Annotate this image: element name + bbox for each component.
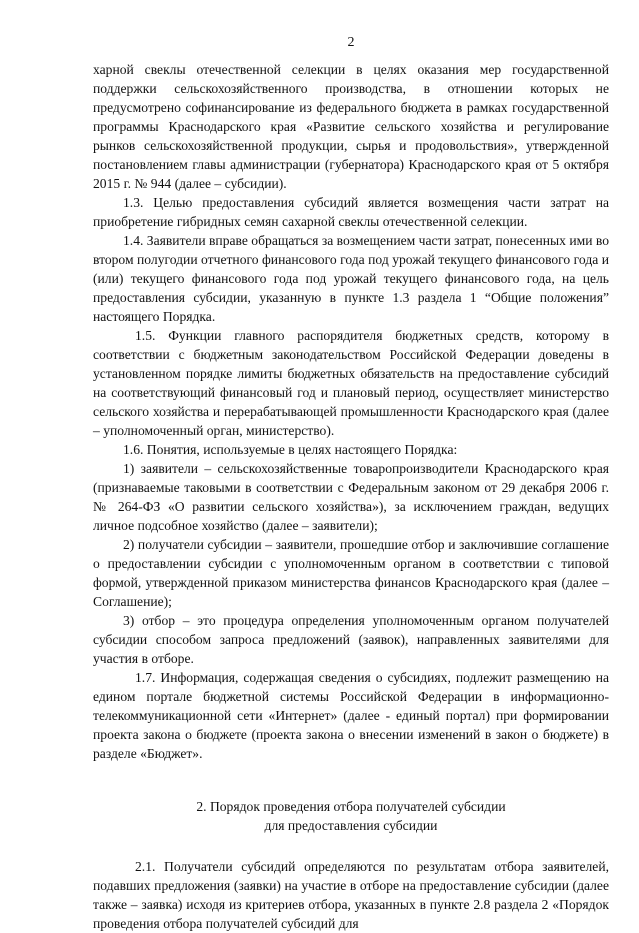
paragraph-1-6-item-2: 2) получатели субсидии – заявители, прошедшие отбор и заключившие соглашение о предоставлении субсидии с уполномоченным органом в соответствии с типовой формой, утвержденной приказом министерства финансов Краснодарского края (далее – Соглашение); (93, 537, 609, 609)
paragraph-continuation: харной свеклы отечественной селекции в целях оказания мер государственной поддержки сельскохозяйственного производства, в отношении которых не предусмотрено софинансирование из федерального бюджета в рамках государственной программы Краснодарского края «Развитие сельского хозяйства и регулирование рынков сельскохозяйственной продукции, сырья и продовольствия», утвержденной постановлением главы администрации (губернатора) Краснодарского края от 5 октября 2015 г. № 944 (далее – субсидии). (93, 62, 609, 191)
paragraph-1-4: 1.4. Заявители вправе обращаться за возмещением части затрат, понесенных ими во втором полугодии отчетного финансового года под урожай текущего финансового года и (или) текущего финансового года под урожай текущего финансового года, на цель предоставления субсидии, указанную в пункте 1.3 раздела 1 “Общие положения” настоящего Порядка. (93, 233, 610, 324)
paragraph-1-7: 1.7. Информация, содержащая сведения о субсидиях, подлежит размещению на едином портале бюджетной системы Российской Федерации в информационно-телекоммуникационной сети «Интернет» (далее - единый портал) при формировании проекта закона о бюджете (проекта закона о внесении изменений в закон о бюджете) в разделе «Бюджет». (93, 670, 609, 761)
paragraph-1-5: 1.5. Функции главного распорядителя бюджетных средств, которому в соответствии с бюджетным законодательством Российской Федерации доведены в установленном порядке лимиты бюджетных обязательств на предоставление субсидий на соответствующий финансовый год и плановый период, осуществляет министерство сельского хозяйства и перерабатывающей промышленности Краснодарского края (далее – уполномоченный орган, министерство). (93, 328, 609, 438)
paragraph-1-6-item-3: 3) отбор – это процедура определения уполномоченным органом получателей субсидии способом запроса предложений (заявок), направленных заявителями для участия в отборе. (93, 613, 609, 666)
paragraph-1-3: 1.3. Целью предоставления субсидий является возмещения части затрат на приобретение гибридных семян сахарной свеклы отечественной селекции. (93, 195, 609, 229)
section-2-title-line-2: для предоставления субсидии (264, 818, 438, 833)
section-2-title-line-1: 2. Порядок проведения отбора получателей субсидии (196, 799, 506, 814)
section-2-heading (93, 797, 609, 835)
paragraph-1-6-item-1: 1) заявители – сельскохозяйственные товаропроизводители Краснодарского края (признаваемые таковыми в соответствии с Федеральным законом от 29 декабря 2006 г. № 264-ФЗ «О развитии сельского хозяйства»), за исключением граждан, ведущих личное подсобное хозяйство (далее – заявители); (93, 461, 609, 533)
page-number: 2 (347, 35, 355, 50)
paragraph-1-6: 1.6. Понятия, используемые в целях настоящего Порядка: (123, 442, 458, 457)
paragraph-2-1: 2.1. Получатели субсидий определяются по результатам отбора заявителей, подавших предложения (заявки) на участие в отборе на предоставление субсидии (далее также – заявка) исходя из критериев отбора, указанных в пункте 2.8 раздела 2 «Порядок проведения отбора получателей субсидий для (93, 859, 609, 931)
